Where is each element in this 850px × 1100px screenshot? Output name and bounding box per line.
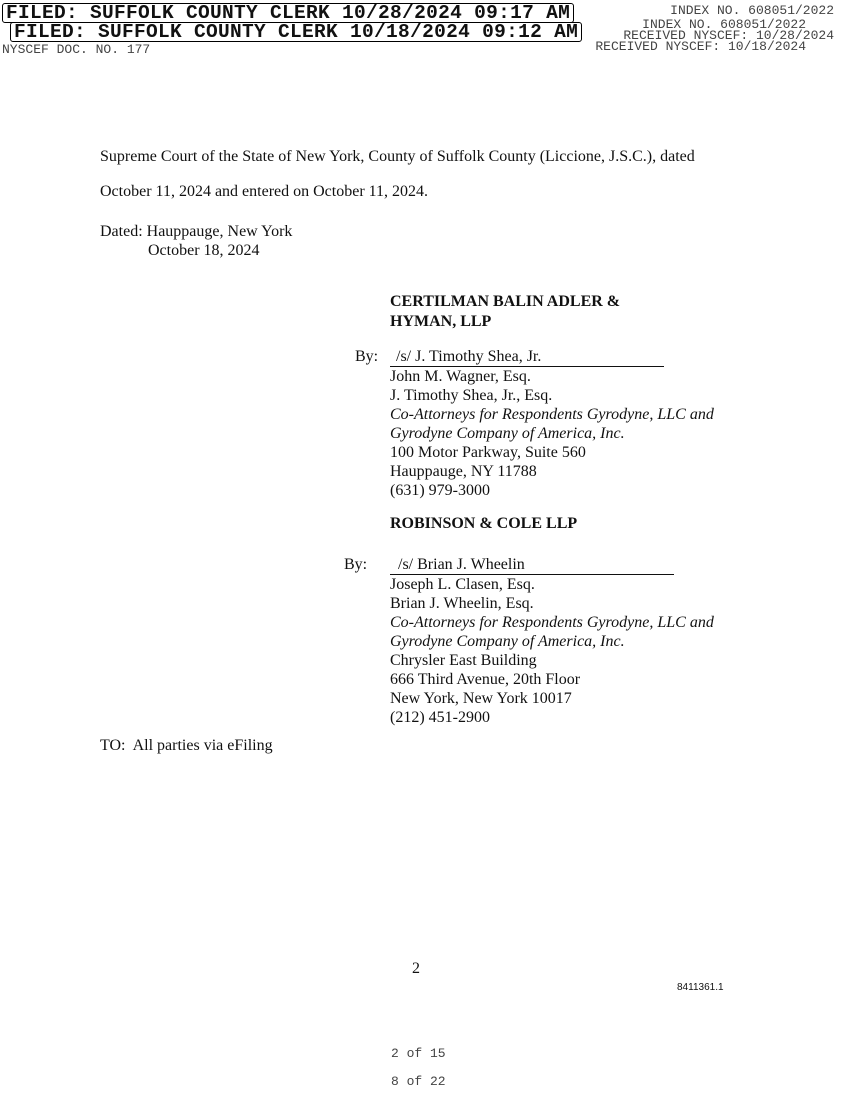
signature: /s/ J. Timothy Shea, Jr. <box>390 348 664 367</box>
filed-stamp: FILED: SUFFOLK COUNTY CLERK 10/28/2024 09:17 AM <box>2 3 574 23</box>
address: New York, New York 10017 <box>390 690 572 707</box>
firm-name: ROBINSON & COLE LLP <box>390 515 578 532</box>
firm2-details <box>390 575 714 727</box>
by-label: By: <box>344 556 368 573</box>
body-text: October 11, 2024 and entered on October 11, 2024. <box>100 183 429 200</box>
address: 666 Third Avenue, 20th Floor <box>390 671 581 688</box>
doc-id: 8411361.1 <box>677 982 724 993</box>
role: Gyrodyne Company of America, Inc. <box>390 425 625 442</box>
index-number: INDEX NO. 608051/2022 <box>670 3 834 18</box>
by-label: By: <box>355 348 379 365</box>
received-date: RECEIVED NYSCEF: 10/28/2024 <box>623 28 834 43</box>
signature: /s/ Brian J. Wheelin <box>390 556 674 575</box>
attorney-name: John M. Wagner, Esq. <box>390 368 531 385</box>
attorney-name: J. Timothy Shea, Jr., Esq. <box>390 387 553 404</box>
body-text: Supreme Court of the State of New York, County of Suffolk County (Liccione, J.S.C.), dated <box>100 148 695 165</box>
dated-line: Dated: Hauppauge, New York <box>100 223 293 240</box>
firm-name: HYMAN, LLP <box>390 313 492 330</box>
page-count: 8 of 22 <box>391 1074 446 1089</box>
firm-name: CERTILMAN BALIN ADLER & <box>390 293 621 310</box>
phone: (212) 451-2900 <box>390 709 490 726</box>
address: Hauppauge, NY 11788 <box>390 463 537 480</box>
page-number: 2 <box>412 960 420 977</box>
firm1-details <box>390 367 714 500</box>
doc-number: NYSCEF DOC. NO. 177 <box>2 42 151 57</box>
phone: (631) 979-3000 <box>390 482 490 499</box>
address: Chrysler East Building <box>390 652 537 669</box>
attorney-name: Brian J. Wheelin, Esq. <box>390 595 534 612</box>
role: Co-Attorneys for Respondents Gyrodyne, LLC and <box>390 614 714 631</box>
received-date: RECEIVED NYSCEF: 10/18/2024 <box>595 39 806 54</box>
index-number: INDEX NO. 608051/2022 <box>642 17 806 32</box>
address: 100 Motor Parkway, Suite 560 <box>390 444 586 461</box>
dated-date: October 18, 2024 <box>148 242 260 259</box>
page-count: 2 of 15 <box>391 1046 446 1061</box>
attorney-name: Joseph L. Clasen, Esq. <box>390 576 535 593</box>
role: Gyrodyne Company of America, Inc. <box>390 633 625 650</box>
to-line: TO: All parties via eFiling <box>100 737 273 754</box>
role: Co-Attorneys for Respondents Gyrodyne, LLC and <box>390 406 714 423</box>
filed-stamp: FILED: SUFFOLK COUNTY CLERK 10/18/2024 09:12 AM <box>10 22 582 42</box>
